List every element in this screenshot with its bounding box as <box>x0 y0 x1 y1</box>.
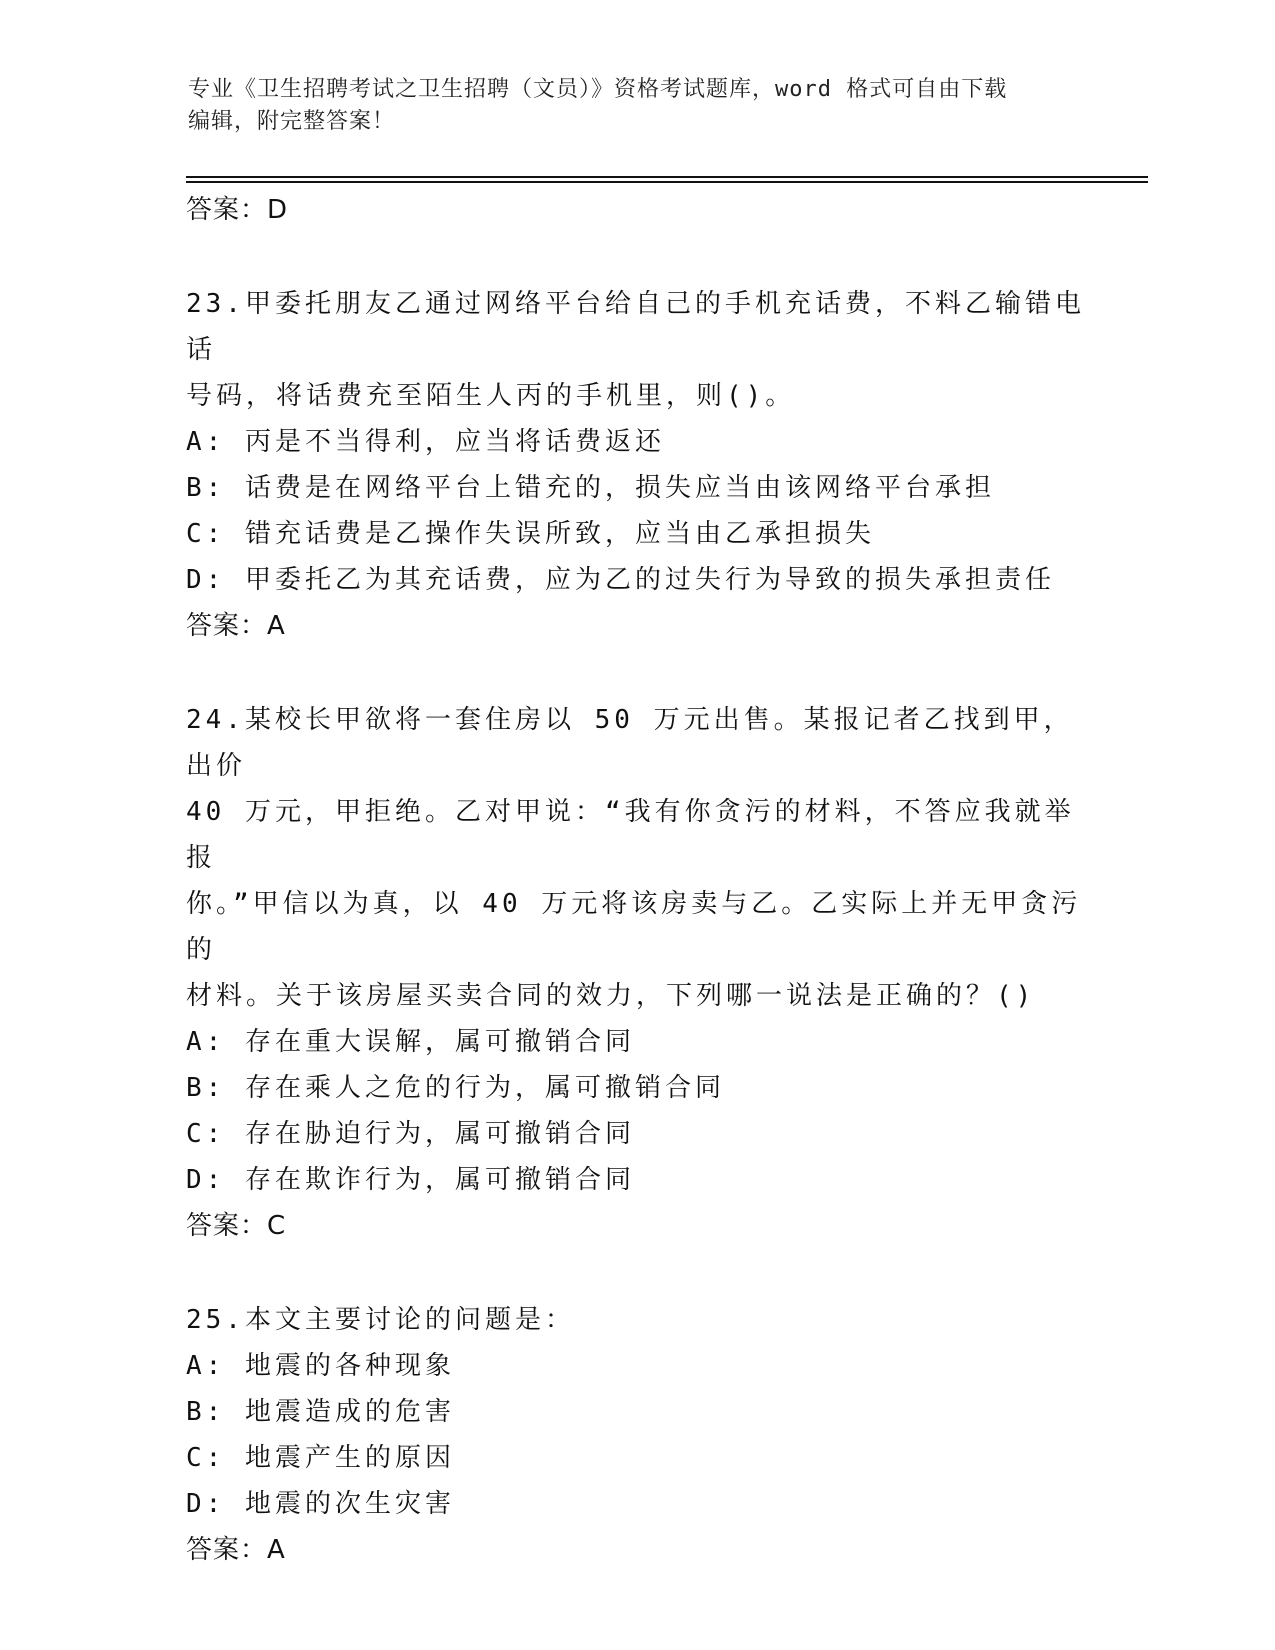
option-a: A: 丙是不当得利，应当将话费返还 <box>186 427 665 457</box>
question-text: 你。”甲信以为真，以 40 万元将该房卖与乙。乙实际上并无甲贪污的 <box>186 889 1082 965</box>
question-list <box>186 187 1086 1573</box>
option-b: B: 存在乘人之危的行为，属可撤销合同 <box>186 1073 725 1103</box>
question-text: 40 万元，甲拒绝。乙对甲说：“我有你贪污的材料，不答应我就举报 <box>186 797 1075 873</box>
option-a: A: 地震的各种现象 <box>186 1351 455 1381</box>
header-line-1: 专业《卫生招聘考试之卫生招聘（文员）》资格考试题库，word 格式可自由下载 <box>188 77 1008 102</box>
option-d: D: 甲委托乙为其充话费，应为乙的过失行为导致的损失承担责任 <box>186 565 1055 595</box>
question-text: 25.本文主要讨论的问题是： <box>186 1305 575 1335</box>
header-divider-top <box>186 176 1148 178</box>
question-text: 材料。关于该房屋买卖合同的效力，下列哪一说法是正确的？() <box>186 981 1036 1011</box>
question-text: 24.某校长甲欲将一套住房以 50 万元出售。某报记者乙找到甲，出价 <box>186 705 1074 781</box>
answer: 答案：A <box>186 611 286 641</box>
option-c: C: 地震产生的原因 <box>186 1443 455 1473</box>
question-text: 23.甲委托朋友乙通过网络平台给自己的手机充话费，不料乙输错电话 <box>186 289 1085 365</box>
option-a: A: 存在重大误解，属可撤销合同 <box>186 1027 635 1057</box>
option-d: D: 存在欺诈行为，属可撤销合同 <box>186 1165 635 1195</box>
option-b: B: 话费是在网络平台上错充的，损失应当由该网络平台承担 <box>186 473 995 503</box>
header-line-2: 编辑，附完整答案！ <box>188 109 396 134</box>
answer: 答案：C <box>186 1211 287 1241</box>
option-c: C: 存在胁迫行为，属可撤销合同 <box>186 1119 635 1149</box>
question-23 <box>186 281 1086 649</box>
document-header <box>188 74 1088 138</box>
answer: 答案：A <box>186 1535 286 1565</box>
question-24 <box>186 697 1086 1249</box>
option-c: C: 错充话费是乙操作失误所致，应当由乙承担损失 <box>186 519 875 549</box>
question-25 <box>186 1297 1086 1573</box>
option-b: B: 地震造成的危害 <box>186 1397 455 1427</box>
option-d: D: 地震的次生灾害 <box>186 1489 455 1519</box>
previous-answer: 答案：D <box>186 195 289 225</box>
question-text: 号码，将话费充至陌生人丙的手机里，则()。 <box>186 381 796 411</box>
header-divider-bottom <box>186 181 1148 183</box>
